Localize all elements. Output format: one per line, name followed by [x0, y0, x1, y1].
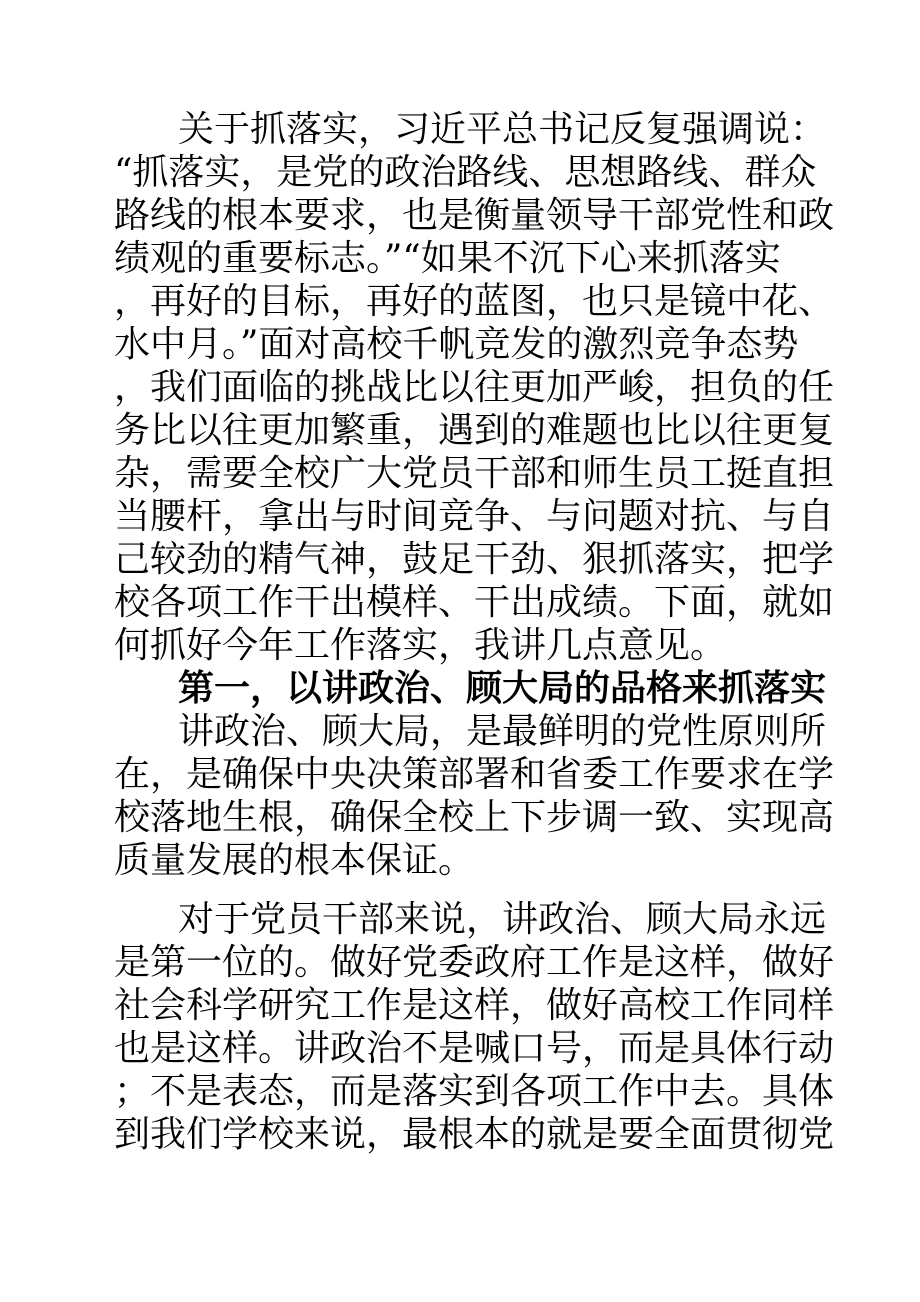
text-line: 是第一位的。做好党委政府工作是这样，做好 — [114, 942, 835, 983]
section-heading: 第一，以讲政治、顾大局的品格来抓落实 — [178, 668, 827, 709]
text-line: 何抓好今年工作落实，我讲几点意见。 — [114, 625, 727, 666]
paragraph-spacer — [114, 882, 762, 898]
paragraph-1 — [114, 108, 835, 667]
text-line: ，我们面临的挑战比以往更加严峻，担负的任 — [114, 367, 835, 408]
text-line: 关于抓落实，习近平总书记反复强调说： — [178, 109, 827, 150]
text-line: 杂，需要全校广大党员干部和师生员工挺直担 — [114, 453, 835, 494]
text-line: ；不是表态，而是落实到各项工作中去。具体 — [114, 1071, 835, 1112]
paragraph-2 — [114, 710, 835, 882]
text-line: 社会科学研究工作是这样，做好高校工作同样 — [114, 985, 835, 1026]
text-line: 讲政治、顾大局，是最鲜明的党性原则所 — [178, 711, 827, 752]
text-line: ，再好的目标，再好的蓝图，也只是镜中花、 — [114, 281, 835, 322]
document-page — [114, 108, 835, 1156]
text-line: 校落地生根，确保全校上下步调一致、实现高 — [114, 797, 835, 838]
text-line: 在，是确保中央决策部署和省委工作要求在学 — [114, 754, 835, 795]
text-line: “抓落实，是党的政治路线、思想路线、群众 — [114, 152, 817, 193]
text-line: 也是这样。讲政治不是喊口号，而是具体行动 — [114, 1028, 835, 1069]
text-line: 路线的根本要求，也是衡量领导干部党性和政 — [114, 195, 835, 236]
text-line: 务比以往更加繁重，遇到的难题也比以往更复 — [114, 410, 835, 451]
text-line: 绩观的重要标志。”“如果不沉下心来抓落实 — [114, 238, 781, 279]
text-line: 水中月。”面对高校千帆竞发的激烈竞争态势 — [114, 324, 799, 365]
text-line: 到我们学校来说，最根本的就是要全面贯彻党 — [114, 1114, 835, 1155]
paragraph-3 — [114, 898, 835, 1156]
text-line: 质量发展的根本保证。 — [114, 840, 475, 881]
text-line: 当腰杆，拿出与时间竞争、与问题对抗、与自 — [114, 496, 835, 537]
text-line: 己较劲的精气神，鼓足干劲、狠抓落实，把学 — [114, 539, 835, 580]
text-line: 校各项工作干出模样、干出成绩。下面，就如 — [114, 582, 835, 623]
text-line: 对于党员干部来说，讲政治、顾大局永远 — [178, 899, 827, 940]
